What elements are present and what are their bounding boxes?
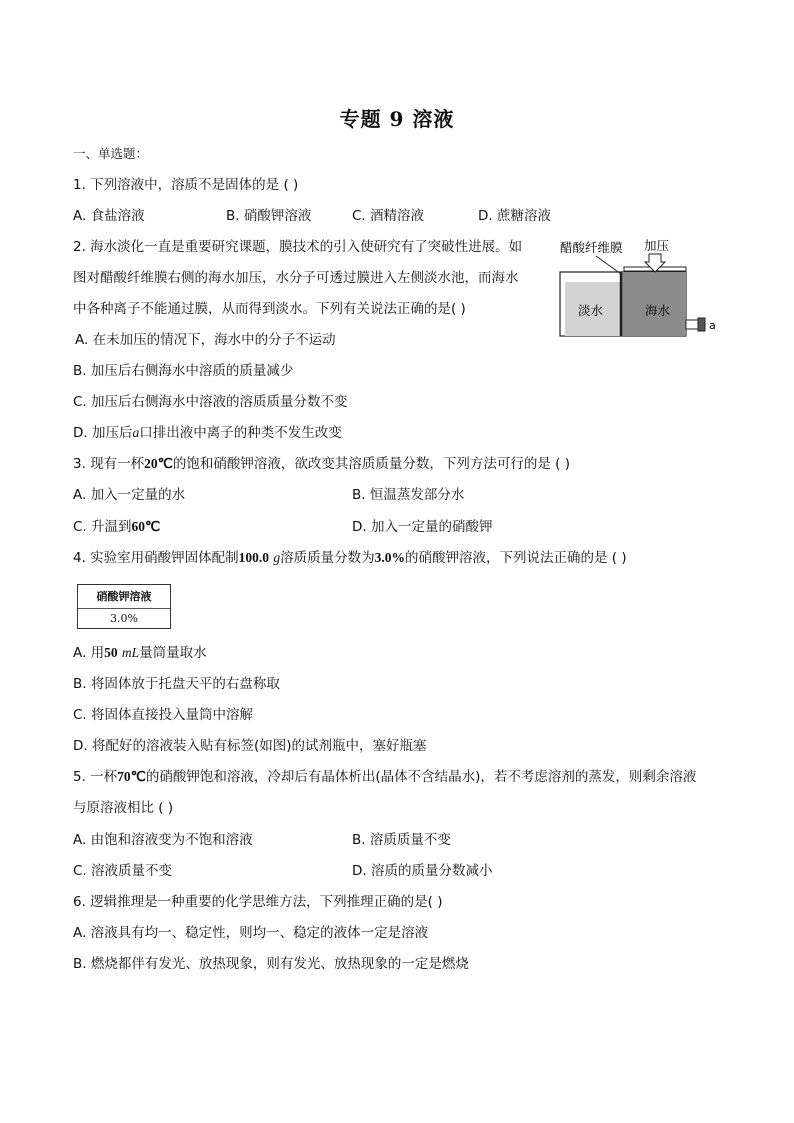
q1-option-c[interactable]: C. 酒精溶液 xyxy=(352,208,425,224)
question-3-stem xyxy=(73,454,570,474)
q5-stem-temp: 70℃ xyxy=(117,769,146,784)
q3-stem-post: 的饱和硝酸钾溶液，欲改变其溶质质量分数，下列方法可行的是 ( ) xyxy=(172,456,570,472)
q3-option-c-temp: 60℃ xyxy=(131,519,161,534)
q2-option-a[interactable]: A. 在未加压的情况下，海水中的分子不运动 xyxy=(75,332,336,348)
q4-option-a[interactable] xyxy=(73,643,207,663)
q5-stem-post: 的硝酸钾饱和溶液，冷却后有晶体析出(晶体不含结晶水)，若不考虑溶剂的蒸发，则剩余溶液 xyxy=(145,769,697,785)
q4-option-a-vol: 50 xyxy=(104,645,118,660)
q4-stem-mid: 溶质质量分数为 xyxy=(280,550,375,566)
q1-option-d[interactable]: D. 蔗糖溶液 xyxy=(478,208,551,224)
outlet-label: a xyxy=(709,319,716,332)
q4-option-d[interactable]: D. 将配好的溶液装入贴有标签(如图)的试剂瓶中，塞好瓶塞 xyxy=(73,738,427,754)
q4-option-a-post: 量筒量取水 xyxy=(139,645,207,661)
q5-option-c[interactable]: C. 溶液质量不变 xyxy=(73,863,173,879)
q4-stem-unit: g xyxy=(273,550,281,565)
membrane-label: 醋酸纤维膜 xyxy=(560,240,623,255)
q2-option-d[interactable] xyxy=(73,423,342,443)
outlet-valve xyxy=(698,318,705,331)
question-1-stem: 1. 下列溶液中，溶质不是固体的是 ( ) xyxy=(73,177,299,193)
q4-option-a-pre: A. 用 xyxy=(73,645,105,661)
q4-option-c[interactable]: C. 将固体直接投入量筒中溶解 xyxy=(73,707,254,723)
q3-option-a[interactable]: A. 加入一定量的水 xyxy=(73,487,186,503)
q5-option-b[interactable]: B. 溶质质量不变 xyxy=(352,832,451,848)
question-2-stem-line2: 图对醋酸纤维膜右侧的海水加压，水分子可透过膜进入左侧淡水池，而海水 xyxy=(73,270,519,286)
reagent-label xyxy=(77,584,171,629)
q3-option-b[interactable]: B. 恒温蒸发部分水 xyxy=(352,487,465,503)
reagent-label-value: 3.0% xyxy=(110,612,138,625)
q2-option-d-var: a xyxy=(132,425,140,440)
q3-option-d[interactable]: D. 加入一定量的硝酸钾 xyxy=(352,519,493,535)
question-6-stem: 6. 逻辑推理是一种重要的化学思维方法，下列推理正确的是( ) xyxy=(73,894,443,910)
question-4-stem xyxy=(73,548,627,568)
q3-stem-pre: 3. 现有一杯 xyxy=(73,456,145,472)
page-title: 专题 9 溶液 xyxy=(339,107,455,131)
q3-option-c[interactable] xyxy=(73,517,160,537)
q3-option-c-pre: C. 升温到 xyxy=(73,519,132,535)
q4-stem-pct: 3.0% xyxy=(374,550,405,565)
outlet-pipe xyxy=(686,320,698,329)
q4-option-a-unit: mL xyxy=(121,645,140,660)
q5-option-d[interactable]: D. 溶质的质量分数减小 xyxy=(352,863,493,879)
sea-water-label: 海水 xyxy=(645,303,671,318)
q5-option-a[interactable]: A. 由饱和溶液变为不饱和溶液 xyxy=(73,832,253,848)
question-2-stem-line1: 2. 海水淡化一直是重要研究课题，膜技术的引入使研究有了突破性进展。如 xyxy=(73,239,523,255)
pressure-label: 加压 xyxy=(644,238,670,253)
q4-stem-mass: 100.0 xyxy=(238,550,270,565)
q6-option-a[interactable]: A. 溶液具有均一、稳定性，则均一、稳定的液体一定是溶液 xyxy=(73,925,429,941)
q1-option-b[interactable]: B. 硝酸钾溶液 xyxy=(226,208,312,224)
question-5-stem-line1 xyxy=(73,767,696,787)
reagent-label-name: 硝酸钾溶液 xyxy=(78,585,170,609)
q2-option-b[interactable]: B. 加压后右侧海水中溶质的质量减少 xyxy=(73,363,294,379)
q5-stem-pre: 5. 一杯 xyxy=(73,769,118,785)
q4-stem-post: 的硝酸钾溶液，下列说法正确的是 ( ) xyxy=(404,550,627,566)
membrane-desalination-figure xyxy=(556,232,726,344)
q6-option-b[interactable]: B. 燃烧都伴有发光、放热现象，则有发光、放热现象的一定是燃烧 xyxy=(73,956,469,972)
q4-option-b[interactable]: B. 将固体放于托盘天平的右盘称取 xyxy=(73,676,280,692)
question-5-stem-line2: 与原溶液相比 ( ) xyxy=(73,800,174,816)
q4-stem-pre: 4. 实验室用硝酸钾固体配制 xyxy=(73,550,239,566)
q2-option-c[interactable]: C. 加压后右侧海水中溶液的溶质质量分数不变 xyxy=(73,394,348,410)
question-2-stem-line3: 中各种离子不能通过膜，从而得到淡水。下列有关说法正确的是( ) xyxy=(73,301,466,317)
q2-option-d-pre: D. 加压后 xyxy=(73,425,133,441)
q3-stem-temp: 20℃ xyxy=(144,456,173,471)
section-heading: 一、单选题： xyxy=(73,146,149,161)
fresh-water-label: 淡水 xyxy=(578,303,604,318)
q2-option-d-post: 口排出液中离子的种类不发生改变 xyxy=(139,425,342,441)
q1-option-a[interactable]: A. 食盐溶液 xyxy=(73,208,145,224)
